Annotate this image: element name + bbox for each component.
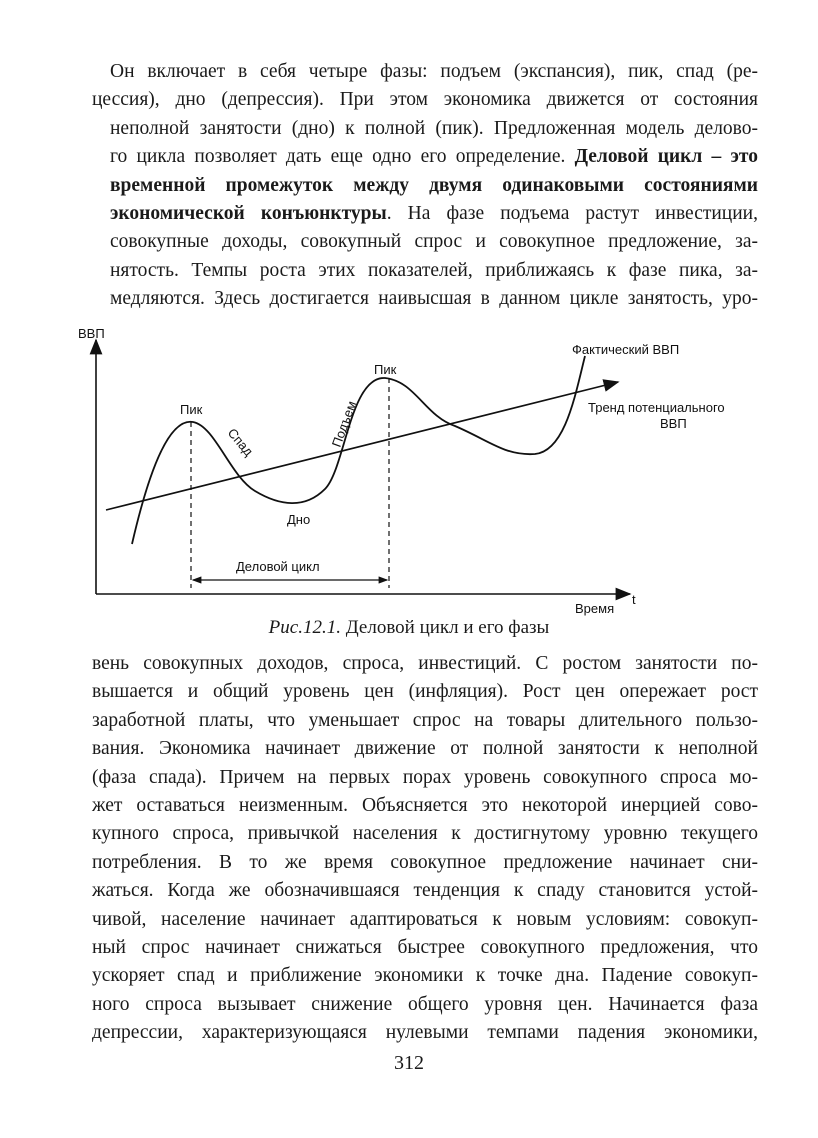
text-line: жет оставаться неизменным. Объясняется это некоторой инерцией сово- xyxy=(92,795,758,817)
text-line: вания. Экономика начинает движение от полной занятости к неполной xyxy=(92,738,758,760)
text-fragment: го цикла позволяет дать еще одно его определение. xyxy=(110,146,575,168)
text-line: купного спроса, привычкой населения к достигнутому уровню текущего xyxy=(92,823,758,845)
text-line xyxy=(92,172,758,200)
text-line: неполной занятости (дно) к полной (пик). Предложенная модель делово- xyxy=(110,117,758,139)
definition-bold: экономической конъюнктуры xyxy=(110,203,387,225)
text-fragment: . На фазе подъема растут инвестиции, xyxy=(386,203,758,225)
business-cycle-diagram xyxy=(70,326,760,616)
text-line: потребления. В то же время совокупное предложение начинает сни- xyxy=(92,851,758,873)
text-line xyxy=(92,200,758,228)
paragraph-2 xyxy=(92,650,758,1048)
text-line: цессия), дно (депрессия). При этом экономика движется от состояния xyxy=(92,89,758,111)
text-line: ного спроса вызывает снижение общего уровня цен. Начинается фаза xyxy=(92,993,758,1015)
caption-prefix: Рис.12.1. xyxy=(268,617,341,638)
actual-gdp-curve xyxy=(132,356,585,544)
peak2-label: Пик xyxy=(374,362,397,377)
text-line: вышается и общий уровень цен (инфляция). Рост цен опережает рост xyxy=(92,681,758,703)
text-line xyxy=(92,143,758,171)
peak1-label: Пик xyxy=(180,402,203,417)
text-line: жаться. Когда же обозначившаяся тенденция к спаду становится устой- xyxy=(92,880,758,902)
caption-text: Деловой цикл и его фазы xyxy=(340,617,550,638)
expansion-label: Подъем xyxy=(328,398,360,450)
text-line: совокупные доходы, совокупный спрос и совокупное предложение, за- xyxy=(110,231,758,253)
actual-gdp-label: Фактический ВВП xyxy=(572,342,680,357)
recession-label: Спад xyxy=(224,425,257,459)
y-axis-label: ВВП xyxy=(78,326,105,341)
text-line: Он включает в себя четыре фазы: подъем (экспансия), пик, спад (ре- xyxy=(110,61,758,82)
figure-caption xyxy=(0,617,818,639)
text-line: депрессии, характеризующаяся нулевыми темпами падения экономики, xyxy=(92,1022,758,1044)
text-line: заработной платы, что уменьшает спрос на товары длительного пользо- xyxy=(92,709,758,731)
text-line: (фаза спада). Причем на первых порах уровень совокупного спроса мо- xyxy=(92,766,758,788)
text-line: медляются. Здесь достигается наивысшая в данном цикле занятость, уро- xyxy=(110,288,758,310)
paragraph-1 xyxy=(92,58,758,314)
definition-bold: временной промежуток между двумя одинаковыми состояниями xyxy=(110,174,758,196)
trough-label: Дно xyxy=(287,512,311,527)
definition-bold: Деловой цикл – это xyxy=(574,146,758,168)
page-number: 312 xyxy=(394,1052,424,1074)
text-line: ускоряет спад и приближение экономики к точке дна. Падение совокуп- xyxy=(92,965,758,987)
text-line: ный спрос начинает снижаться быстрее совокупного предложения, что xyxy=(92,937,758,959)
x-axis-label: t xyxy=(632,592,636,607)
cycle-label: Деловой цикл xyxy=(236,559,320,574)
text-line: вень совокупных доходов, спроса, инвестиций. С ростом занятости по- xyxy=(92,653,758,674)
trend-label-line-2: ВВП xyxy=(660,416,687,431)
text-line: чивой, население начинает адаптироваться к новым условиям: совокуп- xyxy=(92,908,758,930)
x-axis-sublabel: Время xyxy=(575,601,615,616)
trend-label-line-1: Тренд потенциального xyxy=(588,400,725,415)
text-line: нятость. Темпы роста этих показателей, приближаясь к фазе пика, за- xyxy=(110,259,758,281)
